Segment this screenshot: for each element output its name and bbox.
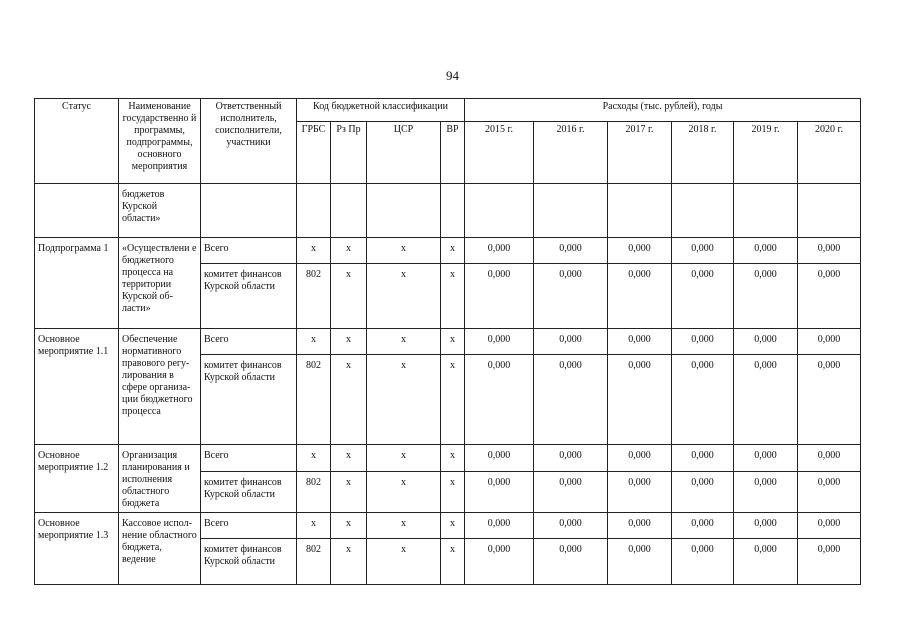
row-value: 0,000: [534, 238, 608, 264]
cell-empty: [672, 184, 734, 238]
row-value: 0,000: [672, 445, 734, 472]
row-executor: комитет финансов Курской области: [201, 355, 297, 445]
continuation-row: [35, 184, 861, 238]
header-rzpr: Рз Пр: [331, 122, 367, 184]
row-value: 0,000: [734, 471, 798, 512]
row-value: 0,000: [672, 539, 734, 585]
row-value: 0,000: [608, 471, 672, 512]
row-vr: х: [441, 355, 465, 445]
header-grbs: ГРБС: [297, 122, 331, 184]
row-value: 0,000: [798, 329, 861, 355]
header-year: 2017 г.: [608, 122, 672, 184]
row-value: 0,000: [465, 445, 534, 472]
row-vr: х: [441, 238, 465, 264]
row-value: 0,000: [672, 329, 734, 355]
table-row-total: [35, 329, 861, 355]
row-csr: х: [367, 445, 441, 472]
row-rzpr: х: [331, 539, 367, 585]
row-value: 0,000: [465, 238, 534, 264]
continuation-name: бюджетов Курской области»: [119, 184, 201, 238]
cell-empty: [35, 184, 119, 238]
row-vr: х: [441, 264, 465, 329]
cell-empty: [201, 184, 297, 238]
row-value: 0,000: [734, 445, 798, 472]
row-grbs: 802: [297, 539, 331, 585]
row-executor: Всего: [201, 445, 297, 472]
row-value: 0,000: [734, 238, 798, 264]
row-grbs: 802: [297, 355, 331, 445]
row-name: Обеспечение нормативного правового регу- лирования в сфере организа- ции бюджетного процесса: [119, 329, 201, 445]
row-value: 0,000: [798, 445, 861, 472]
table-body: [35, 184, 861, 585]
row-rzpr: х: [331, 238, 367, 264]
row-value: 0,000: [608, 539, 672, 585]
row-value: 0,000: [798, 355, 861, 445]
row-rzpr: х: [331, 471, 367, 512]
row-grbs: х: [297, 329, 331, 355]
row-value: 0,000: [534, 513, 608, 539]
cell-empty: [798, 184, 861, 238]
row-vr: х: [441, 329, 465, 355]
row-value: 0,000: [534, 539, 608, 585]
header-name: Наименование государственно й программы, подпрограммы, основного мероприятия: [119, 99, 201, 184]
row-value: 0,000: [608, 355, 672, 445]
row-executor: Всего: [201, 329, 297, 355]
row-grbs: 802: [297, 471, 331, 512]
row-value: 0,000: [734, 264, 798, 329]
row-value: 0,000: [734, 329, 798, 355]
row-csr: х: [367, 539, 441, 585]
row-value: 0,000: [672, 471, 734, 512]
row-executor: комитет финансов Курской области: [201, 264, 297, 329]
row-value: 0,000: [534, 445, 608, 472]
row-vr: х: [441, 539, 465, 585]
row-status: Подпрограмма 1: [35, 238, 119, 329]
row-csr: х: [367, 329, 441, 355]
header-executor: Ответственный исполнитель, соисполнители, участники: [201, 99, 297, 184]
row-grbs: 802: [297, 264, 331, 329]
row-value: 0,000: [465, 471, 534, 512]
cell-empty: [608, 184, 672, 238]
cell-empty: [534, 184, 608, 238]
row-status: Основное мероприятие 1.1: [35, 329, 119, 445]
table-row-total: [35, 238, 861, 264]
row-value: 0,000: [798, 238, 861, 264]
row-value: 0,000: [465, 513, 534, 539]
row-value: 0,000: [465, 355, 534, 445]
row-value: 0,000: [534, 471, 608, 512]
cell-empty: [734, 184, 798, 238]
row-grbs: х: [297, 445, 331, 472]
row-rzpr: х: [331, 355, 367, 445]
row-value: 0,000: [608, 238, 672, 264]
header-status: Статус: [35, 99, 119, 184]
row-value: 0,000: [798, 513, 861, 539]
table-row-total: [35, 445, 861, 472]
row-csr: х: [367, 238, 441, 264]
row-value: 0,000: [534, 329, 608, 355]
header-vr: ВР: [441, 122, 465, 184]
row-value: 0,000: [608, 445, 672, 472]
row-status: Основное мероприятие 1.3: [35, 513, 119, 585]
page-number: 94: [446, 68, 459, 83]
row-value: 0,000: [534, 355, 608, 445]
table-header: [35, 99, 861, 184]
row-rzpr: х: [331, 329, 367, 355]
row-status: Основное мероприятие 1.2: [35, 445, 119, 513]
table-row-total: [35, 513, 861, 539]
row-value: 0,000: [534, 264, 608, 329]
row-value: 0,000: [672, 238, 734, 264]
budget-table: [34, 98, 861, 585]
row-grbs: х: [297, 513, 331, 539]
row-executor: комитет финансов Курской области: [201, 471, 297, 512]
header-expenses: Расходы (тыс. рублей), годы: [465, 99, 861, 122]
row-value: 0,000: [734, 539, 798, 585]
row-value: 0,000: [798, 264, 861, 329]
row-rzpr: х: [331, 513, 367, 539]
row-vr: х: [441, 445, 465, 472]
cell-empty: [465, 184, 534, 238]
row-value: 0,000: [608, 329, 672, 355]
cell-empty: [297, 184, 331, 238]
row-csr: х: [367, 471, 441, 512]
cell-empty: [331, 184, 367, 238]
row-grbs: х: [297, 238, 331, 264]
row-value: 0,000: [608, 264, 672, 329]
row-value: 0,000: [672, 355, 734, 445]
header-year: 2016 г.: [534, 122, 608, 184]
header-year: 2015 г.: [465, 122, 534, 184]
row-executor: комитет финансов Курской области: [201, 539, 297, 585]
row-csr: х: [367, 513, 441, 539]
row-executor: Всего: [201, 513, 297, 539]
row-vr: х: [441, 471, 465, 512]
row-executor: Всего: [201, 238, 297, 264]
header-year: 2020 г.: [798, 122, 861, 184]
header-csr: ЦСР: [367, 122, 441, 184]
row-value: 0,000: [672, 264, 734, 329]
row-name: Кассовое испол- нение областного бюджета, ведение: [119, 513, 201, 585]
row-name: «Осуществлени е бюджетного процесса на территории Курской об- ласти»: [119, 238, 201, 329]
header-budget-code: Код бюджетной классификации: [297, 99, 465, 122]
row-value: 0,000: [798, 539, 861, 585]
row-value: 0,000: [734, 355, 798, 445]
row-value: 0,000: [465, 264, 534, 329]
row-value: 0,000: [798, 471, 861, 512]
header-year: 2018 г.: [672, 122, 734, 184]
row-vr: х: [441, 513, 465, 539]
row-csr: х: [367, 355, 441, 445]
row-value: 0,000: [465, 539, 534, 585]
row-value: 0,000: [608, 513, 672, 539]
header-year: 2019 г.: [734, 122, 798, 184]
row-rzpr: х: [331, 264, 367, 329]
row-value: 0,000: [734, 513, 798, 539]
cell-empty: [441, 184, 465, 238]
row-csr: х: [367, 264, 441, 329]
row-value: 0,000: [672, 513, 734, 539]
row-rzpr: х: [331, 445, 367, 472]
cell-empty: [367, 184, 441, 238]
row-value: 0,000: [465, 329, 534, 355]
row-name: Организация планирования и исполнения областного бюджета: [119, 445, 201, 513]
